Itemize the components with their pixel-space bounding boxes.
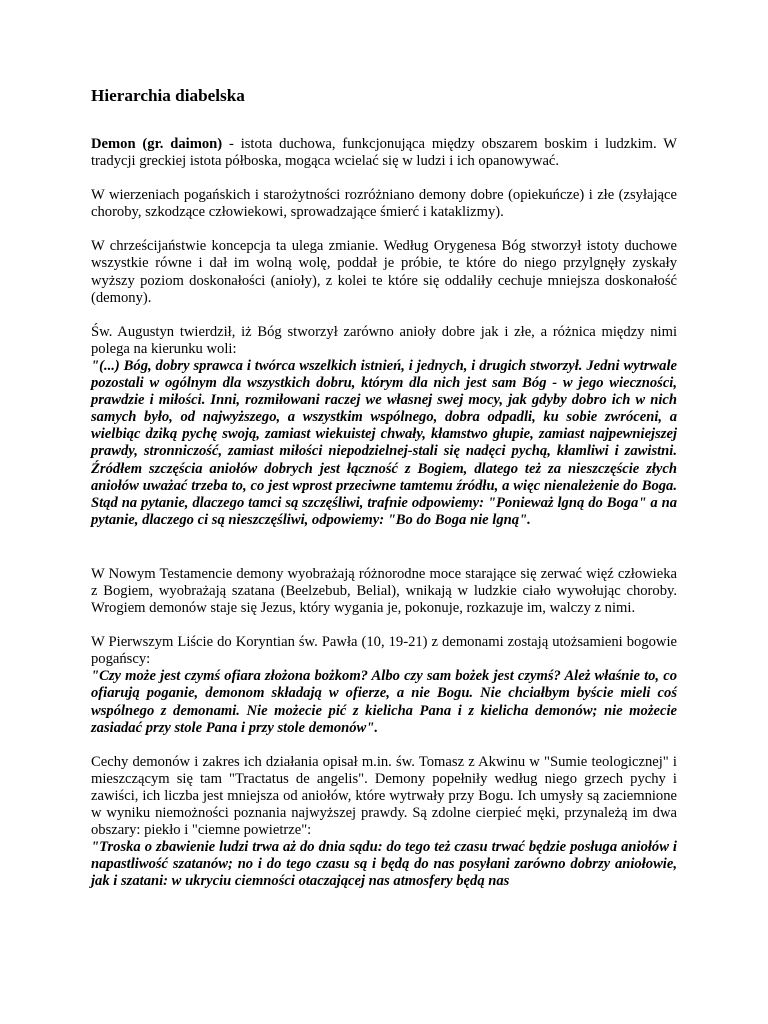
paragraph-pagan-beliefs: W wierzeniach pogańskich i starożytności rozróżniano demony dobre (opiekuńcze) i złe (zsyłające choroby, szkodzące człowiekowi, sprowadzające śmierć i kataklizmy). bbox=[91, 187, 677, 221]
paragraph-new-testament: W Nowym Testamencie demony wyobrażają różnorodne moce starające się zerwać więź człowieka z Bogiem, wyobrażają szatana (Beelzebub, Belial), wnikają w ludzkie ciało wywołując choroby. Wrogiem demonów staje się Jezus, który wygania je, pokonuje, rozkazuje im, walczy z nimi. bbox=[91, 565, 677, 617]
paragraph-demon-definition-text: - istota duchowa, funkcjonująca między obszarem boskim i ludzkim. W tradycji greckiej istota półboska, mogąca wcielać się w ludzi i ich opanowywać. bbox=[91, 136, 677, 170]
paragraph-aquinas: Cechy demonów i zakres ich działania opisał m.in. św. Tomasz z Akwinu w "Sumie teologicznej" i mieszczącym się tam "Tractatus de angelis". Demony popełniły według niego grzech pychy i zawiści, ich liczba jest mniejsza od aniołów, które wytrwały przy Bogu. Ich umysły są zaciemnione w wyniku niemożności poznania najwyższej prawdy. Są zdolne cierpieć męki, przynależą im dwa obszary: piekło i "ciemne powietrze": bbox=[91, 753, 677, 839]
paragraph-christianity: W chrześcijaństwie koncepcja ta ulega zmianie. Według Orygenesa Bóg stworzył istoty duchowe wszystkie równe i dał im wolną wolę, poddał je próbie, te które do niego przylgnęły zyskały wyższy poziom doskonałości (anioły), z kolei te które się oddaliły cechuje mniejsza doskonałość (demony). bbox=[91, 238, 677, 306]
paragraph-augustine: Św. Augustyn twierdził, iż Bóg stworzył zarówno anioły dobre jak i złe, a różnica między nimi polega na kierunku woli: bbox=[91, 323, 677, 357]
quote-aquinas: "Troska o zbawienie ludzi trwa aż do dnia sądu: do tego też czasu trwać będzie posługa aniołów i napastliwość szatanów; no i do tego czasu są i będą do nas posyłani zarówno dobrzy aniołowie, jak i szatani: w ukryciu ciemności otaczającej nas atmosfery będą nas bbox=[91, 839, 677, 890]
paragraph-demon-definition bbox=[91, 136, 677, 170]
quote-corinthians: "Czy może jest czymś ofiara złożona bożkom? Albo czy sam bożek jest czymś? Ależ właśnie to, co ofiarują poganie, demonom składają w ofierze, a nie Bogu. Nie chciałbym byście mieli coś wspólnego z demonami. Nie możecie pić z kielicha Pana i z kielicha demonów; nie możecie zasiadać przy stole Pana i przy stole demonów". bbox=[91, 668, 677, 736]
quote-augustine: "(...) Bóg, dobry sprawca i twórca wszelkich istnień, i jednych, i drugich stworzył. Jedni wytrwale pozostali w ogólnym dla wszystkich dobru, którym dla nich jest sam Bóg - w jego wieczności, prawdzie i miłości. Inni, rozmiłowani raczej we własnej swej mocy, jak gdyby dobro ich w nich samych było, od najwyższego, a wszystkim wspólnego, dobra odpadli, ku sobie zwróceni, a wielbiąc dziką pychę swoją, zamiast wiekuistej chwały, kłamstwo głupie, zamiast najpewniejszej prawdy, stronniczość, zamiast miłości niepodzielnej-stali się nadęci pychą, kłamliwi i zawistni. Źródłem szczęścia aniołów dobrych jest łączność z Bogiem, dlatego też za nieszczęście złych aniołów uważać trzeba to, co jest wprost przeciwne tamtemu źródłu, a więc nienależenie do Boga. Stąd na pytanie, dlaczego tamci są szczęśliwi, trafnie odpowiemy: "Ponieważ lgną do Boga" a na pytanie, dlaczego ci są nieszczęśliwi, odpowiemy: "Bo do Boga nie lgną". bbox=[91, 357, 677, 528]
term-demon: Demon (gr. daimon) bbox=[91, 136, 223, 152]
paragraph-corinthians: W Pierwszym Liście do Koryntian św. Pawła (10, 19-21) z demonami zostają utożsamieni bogowie pogańscy: bbox=[91, 634, 677, 668]
document-page bbox=[91, 86, 677, 890]
document-title: Hierarchia diabelska bbox=[91, 86, 245, 105]
